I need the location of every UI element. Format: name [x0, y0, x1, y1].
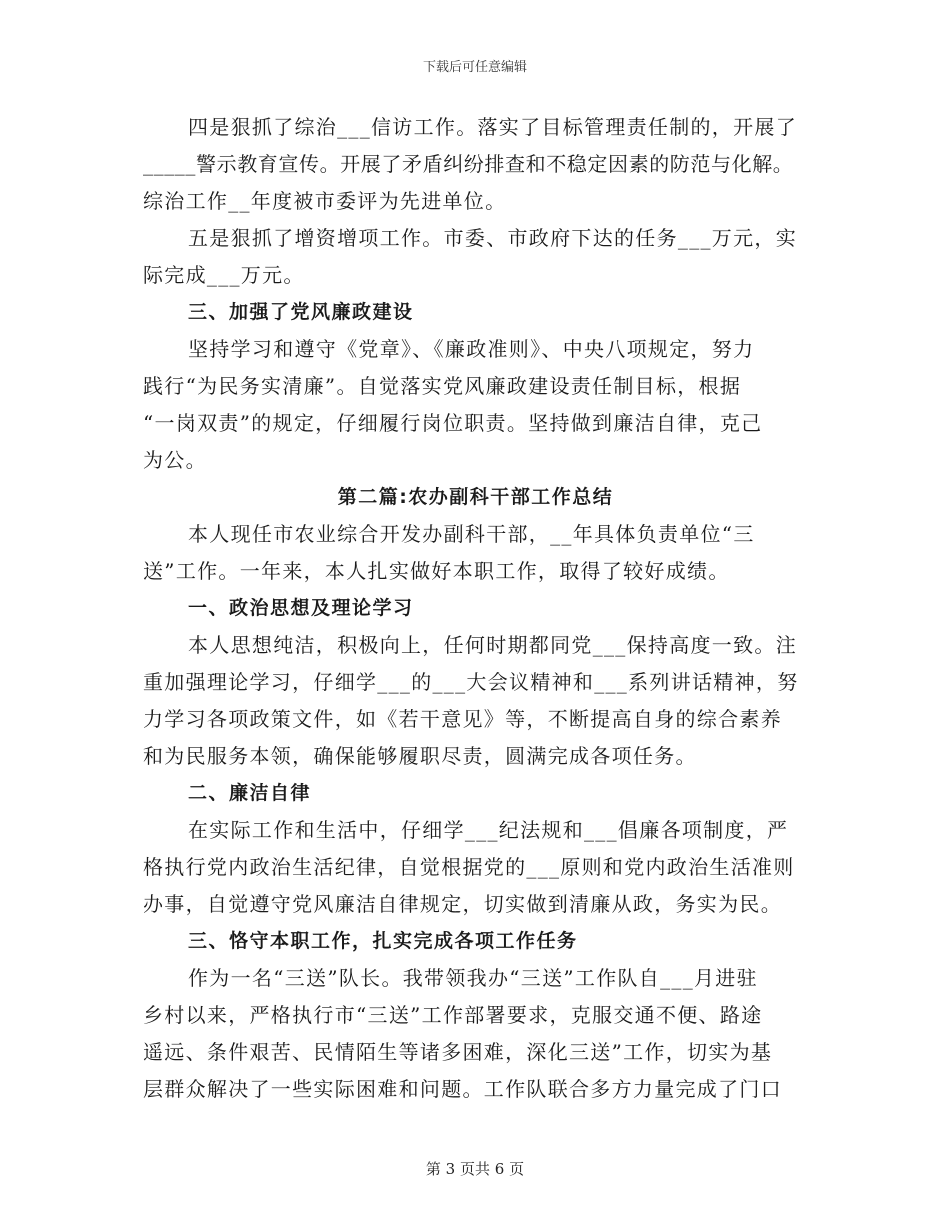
paragraph-line: 在实际工作和生活中，仔细学___纪法规和___倡廉各项制度，严 [188, 818, 789, 842]
page-footer: 第 3 页共 6 页 [425, 1160, 525, 1178]
document-body [143, 109, 808, 1108]
paragraph-line: 层群众解决了一些实际困难和问题。工作队联合多方力量完成了门口 [143, 1077, 782, 1101]
paragraph-line: 重加强理论学习，仔细学___的___大会议精神和___系列讲话精神，努 [143, 670, 799, 694]
chapter-title: 第二篇:农办副科干部工作总结 [337, 486, 614, 508]
paragraph-line: 力学习各项政策文件，如《若干意见》等，不断提高自身的综合素养 [143, 707, 782, 731]
paragraph-line: “一岗双责”的规定，仔细履行岗位职责。坚持做到廉洁自律，克己 [143, 411, 763, 435]
page-header: 下载后可任意编辑 [422, 60, 527, 75]
paragraph-line: 坚持学习和遵守《党章》、《廉政准则》、中央八项规定，努力 [188, 337, 755, 361]
section-heading: 三、加强了党风廉政建设 [188, 301, 414, 323]
paragraph-line: 送”工作。一年来，本人扎实做好本职工作，取得了较好成绩。 [143, 559, 730, 583]
paragraph-line: 本人思想纯洁，积极向上，任何时期都同党___保持高度一致。注 [188, 633, 797, 657]
section-heading: 二、廉洁自律 [188, 782, 312, 804]
paragraph-line: 综治工作__年度被市委评为先进单位。 [143, 189, 507, 213]
paragraph-line: 和为民服务本领，确保能够履职尽责，圆满完成各项任务。 [143, 744, 697, 768]
section-heading: 一、政治思想及理论学习 [188, 597, 414, 619]
paragraph-line: 作为一名“三送”队长。我带领我办“三送”工作队自___月进驻 [188, 966, 758, 990]
paragraph-line: 本人现任市农业综合开发办副科干部，__年具体负责单位“三 [188, 522, 755, 546]
paragraph-line: 四是狠抓了综治___信访工作。落实了目标管理责任制的，开展了 [188, 115, 797, 139]
paragraph-line: 格执行党内政治生活纪律，自觉根据党的___原则和党内政治生活准则 [143, 855, 795, 879]
section-heading: 三、恪守本职工作，扎实完成各项工作任务 [188, 930, 578, 952]
paragraph-line: _____警示教育宣传。开展了矛盾纠纷排查和不稳定因素的防范与化解。 [143, 152, 794, 176]
paragraph-line: 践行“为民务实清廉”。自觉落实党风廉政建设责任制目标，根据 [143, 374, 742, 398]
paragraph-line: 五是狠抓了增资增项工作。市委、市政府下达的任务___万元，实 [188, 226, 797, 250]
paragraph-line: 乡村以来，严格执行市“三送”工作部署要求，克服交通不便、路途 [143, 1003, 763, 1027]
paragraph-line: 为公。 [143, 448, 207, 472]
paragraph-line: 际完成___万元。 [143, 263, 305, 287]
paragraph-line: 遥远、条件艰苦、民情陌生等诸多困难，深化三送”工作，切实为基 [143, 1040, 773, 1064]
paragraph-line: 办事，自觉遵守党风廉洁自律规定，切实做到清廉从政，务实为民。 [143, 892, 782, 916]
